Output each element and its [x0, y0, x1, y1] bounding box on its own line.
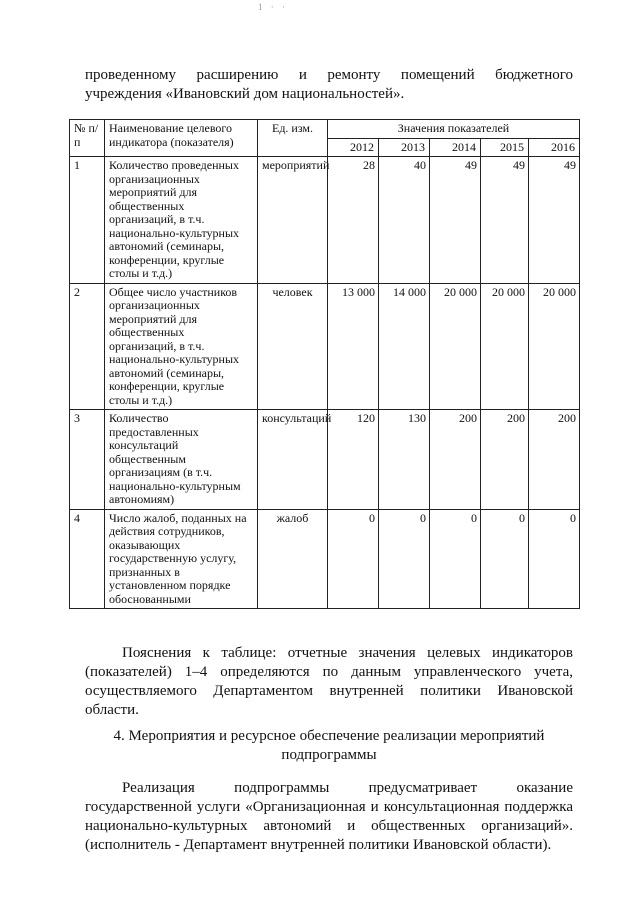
header-values: Значения показателей — [328, 120, 580, 139]
row-num: 1 — [70, 157, 105, 284]
row-value: 200 — [481, 410, 529, 510]
note-line-3: осуществляемого Департаментом внутренней политики Ивановской — [85, 683, 573, 699]
row-value: 0 — [481, 509, 529, 609]
row-name: Количество предоставленных консультаций общественным организациям (в т.ч. национально-культурным автономиям) — [105, 410, 258, 510]
row-value: 49 — [529, 157, 580, 284]
row-num: 4 — [70, 509, 105, 609]
row-value: 14 000 — [379, 283, 430, 410]
scan-mark: 1 · · — [258, 2, 288, 12]
row-value: 20 000 — [529, 283, 580, 410]
table-row — [70, 283, 580, 410]
table-header-row — [70, 120, 580, 139]
table-note — [85, 644, 573, 720]
row-value: 120 — [328, 410, 379, 510]
section-heading-line-2: подпрограммы — [281, 747, 377, 763]
row-unit: консультаций — [258, 410, 328, 510]
table-row — [70, 410, 580, 510]
header-year: 2013 — [379, 138, 430, 157]
table-row — [70, 509, 580, 609]
row-name: Число жалоб, поданных на действия сотрудников, оказывающих государственную услугу, признанных в установленном порядке обоснованными — [105, 509, 258, 609]
note-line-1: Пояснения к таблице: отчетные значения целевых индикаторов — [122, 645, 573, 661]
table-row — [70, 157, 580, 284]
intro-line-1: проведенному расширению и ремонту помещений бюджетного — [85, 67, 573, 83]
header-num: № п/п — [70, 120, 105, 157]
impl-line-4: (исполнитель - Департамент внутренней политики Ивановской области). — [85, 837, 552, 853]
row-num: 2 — [70, 283, 105, 410]
row-unit: жалоб — [258, 509, 328, 609]
row-value: 13 000 — [328, 283, 379, 410]
header-name: Наименование целевого индикатора (показателя) — [105, 120, 258, 157]
indicators-table — [69, 119, 580, 609]
row-unit: мероприятий — [258, 157, 328, 284]
header-year: 2014 — [430, 138, 481, 157]
row-value: 40 — [379, 157, 430, 284]
implementation-paragraph — [85, 779, 573, 855]
row-value: 130 — [379, 410, 430, 510]
header-year: 2015 — [481, 138, 529, 157]
row-value: 0 — [529, 509, 580, 609]
impl-line-3: национально-культурных автономий и общественных организаций». — [85, 818, 573, 834]
impl-line-2: государственной услуги «Организационная и консультационная поддержка — [85, 799, 573, 815]
row-num: 3 — [70, 410, 105, 510]
intro-paragraph — [85, 66, 573, 104]
section-heading-line-1: 4. Мероприятия и ресурсное обеспечение реализации мероприятий — [113, 728, 545, 744]
section-heading — [85, 727, 573, 765]
impl-line-1: Реализация подпрограммы предусматривает оказание — [122, 780, 573, 796]
row-value: 200 — [430, 410, 481, 510]
note-line-4: области. — [85, 702, 139, 718]
row-name: Количество проведенных организационных мероприятий для общественных организаций, в т.ч. национально-культурных автономий (семинары, конференции, круглые столы и т.д.) — [105, 157, 258, 284]
row-name: Общее число участников организационных мероприятий для общественных организаций, в т.ч. национально-культурных автономий (семинары, конференции, круглые столы и т.д.) — [105, 283, 258, 410]
row-value: 200 — [529, 410, 580, 510]
row-value: 0 — [430, 509, 481, 609]
intro-line-2: учреждения «Ивановский дом национальностей». — [85, 86, 405, 102]
row-value: 20 000 — [481, 283, 529, 410]
row-value: 0 — [328, 509, 379, 609]
row-value: 49 — [430, 157, 481, 284]
row-unit: человек — [258, 283, 328, 410]
table-body — [70, 157, 580, 609]
row-value: 28 — [328, 157, 379, 284]
row-value: 20 000 — [430, 283, 481, 410]
header-year: 2016 — [529, 138, 580, 157]
note-line-2: (показателей) 1–4 определяются по данным управленческого учета, — [85, 664, 573, 680]
header-unit: Ед. изм. — [258, 120, 328, 157]
header-year: 2012 — [328, 138, 379, 157]
row-value: 0 — [379, 509, 430, 609]
row-value: 49 — [481, 157, 529, 284]
